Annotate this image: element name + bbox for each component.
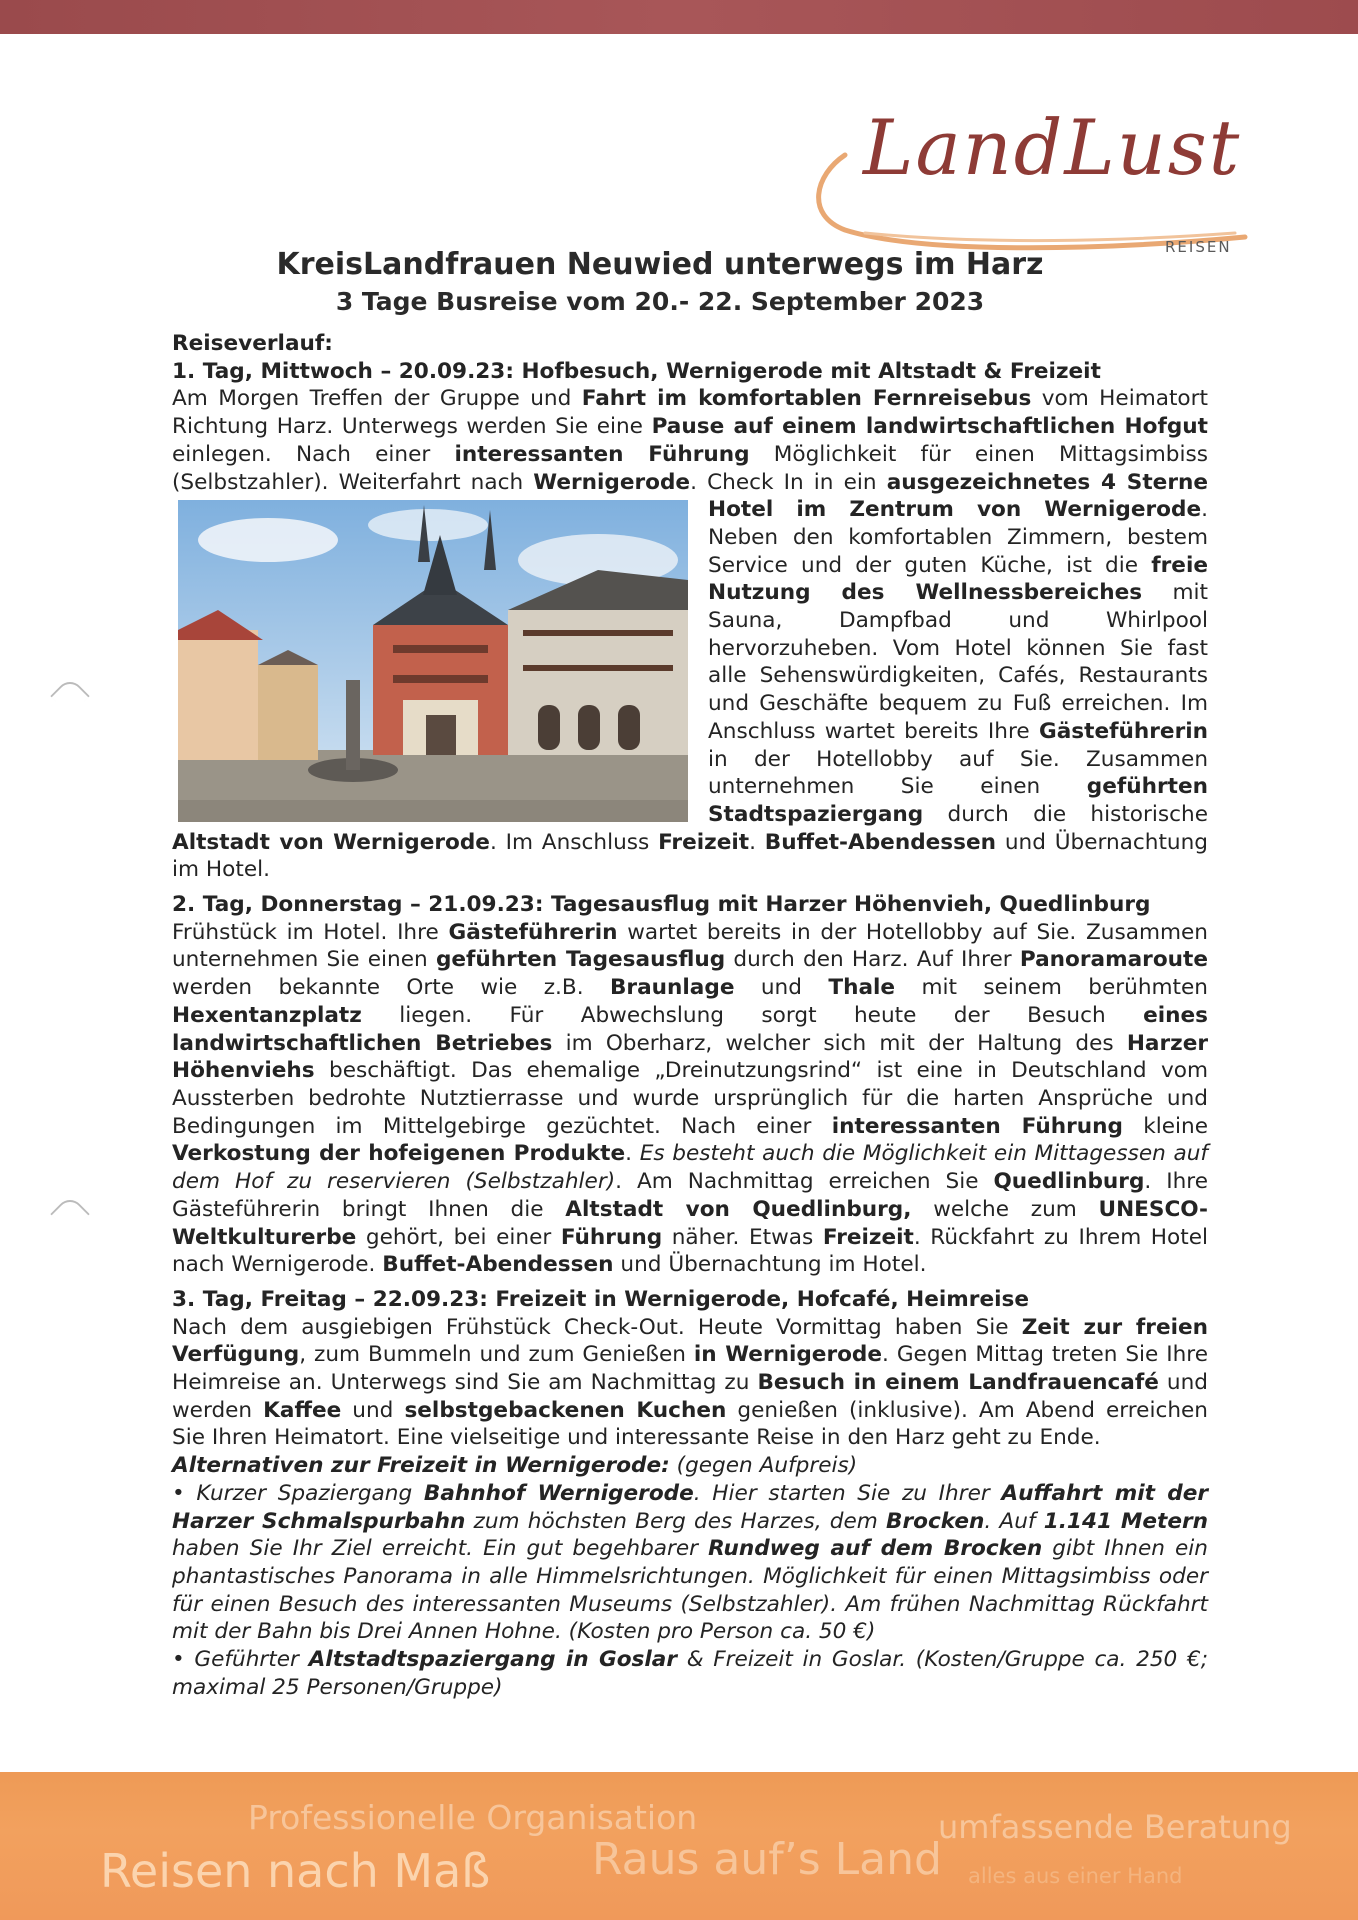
alternative-brocken: • Kurzer Spaziergang Bahnhof Wernigerode. Hier starten Sie zu Ihrer Auffahrt mit der Harzer Schmalspurbahn zum höchsten Berg des Harzes, dem Brocken. Auf 1.141 Metern haben Sie Ihr Ziel erreicht. Ein gut begehbarer Rundweg auf dem Brocken gibt Ihnen ein phantastisches Panorama in alle Himmelsrichtungen. Möglichkeit für einen Mittagsimbiss oder für einen Besuch des interessanten Museums (Selbstzahler). Am frühen Nachmittag Rückfahrt mit der Bahn bis Drei Annen Hohne. (Kosten pro Person ca. 50 €) [172, 1480, 1209, 1645]
footer-banner [0, 1772, 1358, 1920]
footer-slogan-beratung: umfassende Beratung [938, 1808, 1292, 1846]
top-color-band [0, 0, 1358, 34]
day2-heading: 2. Tag, Donnerstag – 21.09.23: Tagesausflug mit Harzer Höhenvieh, Quedlinburg [172, 892, 1151, 918]
footer-slogan-reisen: Reisen nach Maß [100, 1844, 491, 1898]
footer-slogan-land: Raus auf’s Land [592, 1834, 942, 1885]
logo-wordmark: LandLust [863, 103, 1242, 192]
alternative-goslar: • Geführter Altstadtspaziergang in Goslar & Freizeit in Goslar. (Kosten/Gruppe ca. 250 €; maximal 25 Personen/Gruppe) [172, 1647, 1208, 1700]
day3-text: Nach dem ausgiebigen Frühstück Check-Out. Heute Vormittag haben Sie Zeit zur freien Verfügung, zum Bummeln und zum Genießen in Wernigerode. Gegen Mittag treten Sie Ihre Heimreise an. Unterwegs sind Sie am Nachmittag zu Besuch in einem Landfrauencafé und werden Kaffee und selbstgebackenen Kuchen genießen (inklusive). Am Abend erreichen Sie Ihren Heimatort. Eine vielseitige und interessante Reise in den Harz geht zu Ende. [172, 1314, 1209, 1451]
footer-slogan-hand: alles aus einer Hand [968, 1864, 1183, 1888]
day1-text: Am Morgen Treffen der Gruppe und Fahrt im komfortablen Fernreisebus vom Heimatort Richtung Harz. Unterwegs werden Sie eine Pause auf einem landwirtschaftlichen Hofgut einlegen. Nach einer interessanten Führung Möglichkeit für einen Mittagsimbiss (Selbstzahler). Weiterfahrt nach Wernigerode. Check In in ein ausgezeichnetes 4 Sterne Hotel im Zentrum von Wernigerode . Neben den komfortablen Zimmern, bestem Service und der guten Küche, ist die freie Nutzung des Wellnessbereiches mit Sauna, Dampfbad und Whirlpool hervorzuheben. Vom Hotel können Sie fast alle Sehenswürdigkeiten, Cafés, Restaurants und Geschäfte bequem zu Fuß erreichen. Im Anschluss wartet bereits Ihre Gästeführerin in der Hotellobby auf Sie. Zusammen unternehmen Sie einen geführten Stadtspaziergang durch die historische Altstadt von Wernigerode. Im Anschluss Freizeit. Buffet-Abendessen und Übernachtung im Hotel. [172, 386, 1209, 883]
punch-mark-top [50, 676, 90, 716]
day2-text: Frühstück im Hotel. Ihre Gästeführerin wartet bereits in der Hotellobby auf Sie. Zusammen unternehmen Sie einen geführten Tagesausflug durch den Harz. Auf Ihrer Panoramaroute werden bekannte Orte wie z.B. Braunlage und Thale mit seinem berühmten Hexentanzplatz liegen. Für Abwechslung sorgt heute der Besuch eines landwirtschaftlichen Betriebes im Oberharz, welcher sich mit der Haltung des Harzer Höhenviehs beschäftigt. Das ehemalige „Dreinutzungsrind“ ist eine in Deutschland vom Aussterben bedrohte Nutztierrasse und wurde ursprünglich für die harten Ansprüche und Bedingungen im Mittelgebirge gezüchtet. Nach einer interessanten Führung kleine Verkostung der hofeigenen Produkte. Es besteht auch die Möglichkeit ein Mittagessen auf dem Hof zu reservieren (Selbstzahler). Am Nachmittag erreichen Sie Quedlinburg. Ihre Gästeführerin bringt Ihnen die Altstadt von Quedlinburg, welche zum UNESCO-Weltkulturerbe gehört, bei einer Führung näher. Etwas Freizeit. Rückfahrt zu Ihrem Hotel nach Wernigerode. Buffet-Abendessen und Übernachtung im Hotel. [172, 919, 1209, 1278]
wernigerode-town-hall-photo [178, 500, 688, 822]
itinerary-body [172, 330, 1208, 1701]
logo-subtitle: REISEN [1165, 238, 1232, 256]
day3-heading: 3. Tag, Freitag – 22.09.23: Freizeit in Wernigerode, Hofcafé, Heimreise [172, 1286, 1029, 1312]
itinerary-heading: Reiseverlauf: [172, 331, 333, 356]
day1-heading: 1. Tag, Mittwoch – 20.09.23: Hofbesuch, Wernigerode mit Altstadt & Freizeit [172, 358, 1101, 384]
alternatives-heading: Alternativen zur Freizeit in Wernigerode: (gegen Aufpreis) [172, 1453, 858, 1479]
footer-slogan-organisation: Professionelle Organisation [248, 1798, 698, 1837]
page-subtitle: 3 Tage Busreise vom 20.- 22. September 2023 [335, 287, 985, 316]
page-title: KreisLandfrauen Neuwied unterwegs im Harz [276, 247, 1044, 282]
landlust-logo [805, 105, 1265, 265]
punch-mark-bottom [50, 1194, 90, 1234]
